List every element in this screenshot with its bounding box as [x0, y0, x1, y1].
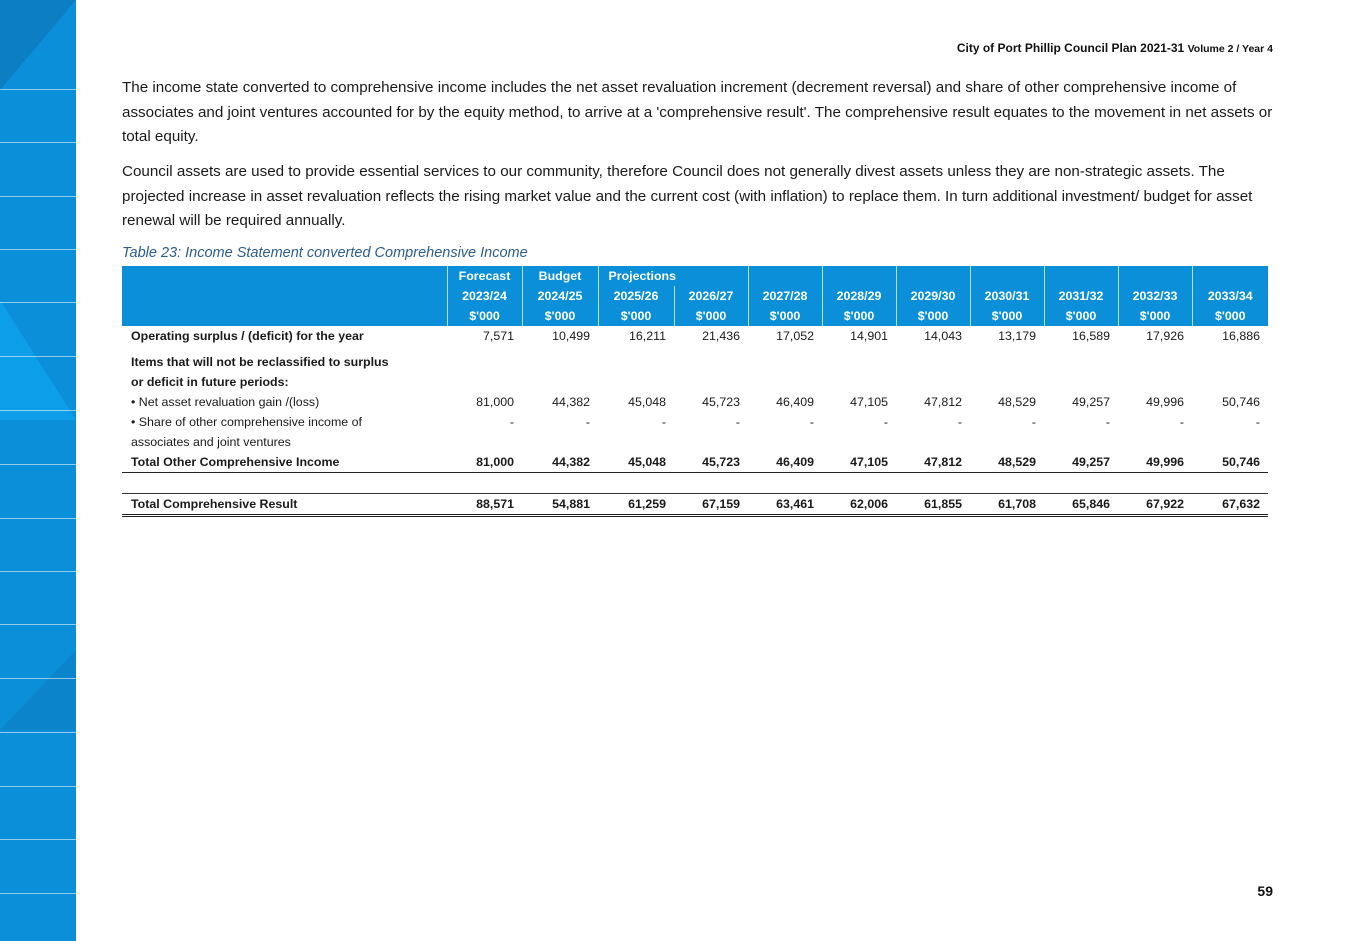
- year-header: 2025/26: [598, 286, 674, 306]
- cell: 61,708: [970, 494, 1044, 516]
- cell: 61,855: [896, 494, 970, 516]
- year-header: 2030/31: [970, 286, 1044, 306]
- cell: 44,382: [522, 452, 598, 473]
- cell: 61,259: [598, 494, 674, 516]
- group-budget: Budget: [522, 266, 598, 286]
- row-label: Items that will not be reclassified to surplus: [131, 355, 389, 369]
- cell: 45,048: [598, 452, 674, 473]
- table-row-total-other: [122, 452, 1268, 473]
- cell: 10,499: [552, 329, 590, 343]
- row-label: associates and joint ventures: [131, 435, 291, 449]
- unit-header: $'000: [896, 306, 970, 326]
- cell: 45,048: [628, 395, 666, 409]
- cell: 50,746: [1222, 395, 1260, 409]
- cell: 45,723: [674, 452, 748, 473]
- group-projections: Projections: [598, 266, 674, 286]
- comprehensive-income-table: [122, 266, 1268, 517]
- cell: -: [1179, 415, 1184, 429]
- cell: 13,179: [998, 329, 1036, 343]
- cell: 16,886: [1222, 329, 1260, 343]
- cell: -: [509, 415, 514, 429]
- year-header: 2029/30: [896, 286, 970, 306]
- cell: -: [661, 415, 666, 429]
- table-row-total-result: [122, 494, 1268, 516]
- header-row-units: [122, 306, 1268, 326]
- table-row-share-associates: [122, 412, 1268, 432]
- year-header: 2032/33: [1118, 286, 1192, 306]
- cell: 81,000: [447, 452, 522, 473]
- cell: 44,382: [552, 395, 590, 409]
- cell: 88,571: [447, 494, 522, 516]
- group-forecast: Forecast: [447, 266, 522, 286]
- unit-header: $'000: [822, 306, 896, 326]
- cell: 67,922: [1118, 494, 1192, 516]
- cell: 21,436: [702, 329, 740, 343]
- row-label: Total Other Comprehensive Income: [122, 452, 447, 473]
- cell: -: [735, 415, 740, 429]
- table-row-net-asset-revaluation: [122, 392, 1268, 412]
- row-label: Operating surplus / (deficit) for the year: [131, 329, 364, 343]
- unit-header: $'000: [748, 306, 822, 326]
- cell: 7,571: [482, 329, 514, 343]
- header-title: City of Port Phillip Council Plan 2021-31: [956, 41, 1185, 55]
- unit-header: $'000: [447, 306, 522, 326]
- cell: 49,257: [1072, 395, 1110, 409]
- cell: 16,589: [1072, 329, 1110, 343]
- cell: -: [883, 415, 888, 429]
- table-row-items-heading-cont: [122, 372, 1268, 392]
- cell: -: [809, 415, 814, 429]
- cell: 46,409: [748, 452, 822, 473]
- decorative-sidebar: [0, 0, 76, 941]
- cell: 48,529: [970, 452, 1044, 473]
- cell: 16,211: [629, 329, 666, 343]
- page-number: 59: [1257, 883, 1273, 899]
- row-label: • Share of other comprehensive income of: [131, 415, 362, 429]
- cell: 65,846: [1044, 494, 1118, 516]
- cell: 49,996: [1146, 395, 1184, 409]
- cell: 47,812: [896, 452, 970, 473]
- cell: 47,812: [924, 395, 962, 409]
- cell: -: [585, 415, 590, 429]
- paragraph-2: Council assets are used to provide essential services to our community, therefore Council does not generally divest assets unless they are non-strategic assets. The projected increase in asset revaluation reflects the rising market value and the current cost (with inflation) to replace them. In turn additional investment/ budget for asset renewal will be required annually.: [122, 163, 1253, 229]
- year-header: 2023/24: [447, 286, 522, 306]
- unit-header: $'000: [1118, 306, 1192, 326]
- cell: 14,901: [850, 329, 888, 343]
- unit-header: $'000: [522, 306, 598, 326]
- cell: 49,257: [1044, 452, 1118, 473]
- cell: 63,461: [748, 494, 822, 516]
- document-header: [957, 41, 1273, 55]
- year-header: 2024/25: [522, 286, 598, 306]
- cell: 48,529: [998, 395, 1036, 409]
- cell: 45,723: [702, 395, 740, 409]
- cell: 62,006: [822, 494, 896, 516]
- cell: 54,881: [522, 494, 598, 516]
- year-header: 2033/34: [1192, 286, 1268, 306]
- header-volume: Volume 2 / Year 4: [1187, 43, 1273, 55]
- unit-header: $'000: [598, 306, 674, 326]
- cell: 17,052: [776, 329, 814, 343]
- cell: 49,996: [1118, 452, 1192, 473]
- paragraph-1: The income state converted to comprehensive income includes the net asset revaluation increment (decrement reversal) and share of other comprehensive income of associates and joint ventures accounted for by the equity method, to arrive at a 'comprehensive result'. The comprehensive result equates to the movement in net assets or total equity.: [122, 79, 1273, 145]
- cell: 17,926: [1146, 329, 1184, 343]
- year-header: 2028/29: [822, 286, 896, 306]
- cell: 47,105: [822, 452, 896, 473]
- year-header: 2031/32: [1044, 286, 1118, 306]
- year-header: 2026/27: [674, 286, 748, 306]
- unit-header: $'000: [970, 306, 1044, 326]
- table-row-share-associates-cont: [122, 432, 1268, 452]
- cell: 14,043: [924, 329, 962, 343]
- row-label: • Net asset revaluation gain /(loss): [131, 395, 320, 409]
- cell: 46,409: [776, 395, 814, 409]
- unit-header: $'000: [1044, 306, 1118, 326]
- year-header: 2027/28: [748, 286, 822, 306]
- cell: -: [1255, 415, 1260, 429]
- row-label: Total Comprehensive Result: [122, 494, 447, 516]
- cell: 50,746: [1192, 452, 1268, 473]
- row-label: or deficit in future periods:: [131, 375, 289, 389]
- table-row-items-heading: [122, 346, 1268, 372]
- table-spacer-row: [122, 473, 1268, 494]
- cell: -: [1031, 415, 1036, 429]
- cell: 67,632: [1192, 494, 1268, 516]
- unit-header: $'000: [674, 306, 748, 326]
- unit-header: $'000: [1192, 306, 1268, 326]
- table-caption: Table 23: Income Statement converted Comprehensive Income: [122, 245, 528, 261]
- cell: 67,159: [674, 494, 748, 516]
- table-row-operating-surplus: [122, 326, 1268, 346]
- header-row-groups: [122, 266, 1268, 286]
- cell: -: [1105, 415, 1110, 429]
- header-row-years: [122, 286, 1268, 306]
- cell: -: [957, 415, 962, 429]
- cell: 47,105: [850, 395, 888, 409]
- cell: 81,000: [476, 395, 514, 409]
